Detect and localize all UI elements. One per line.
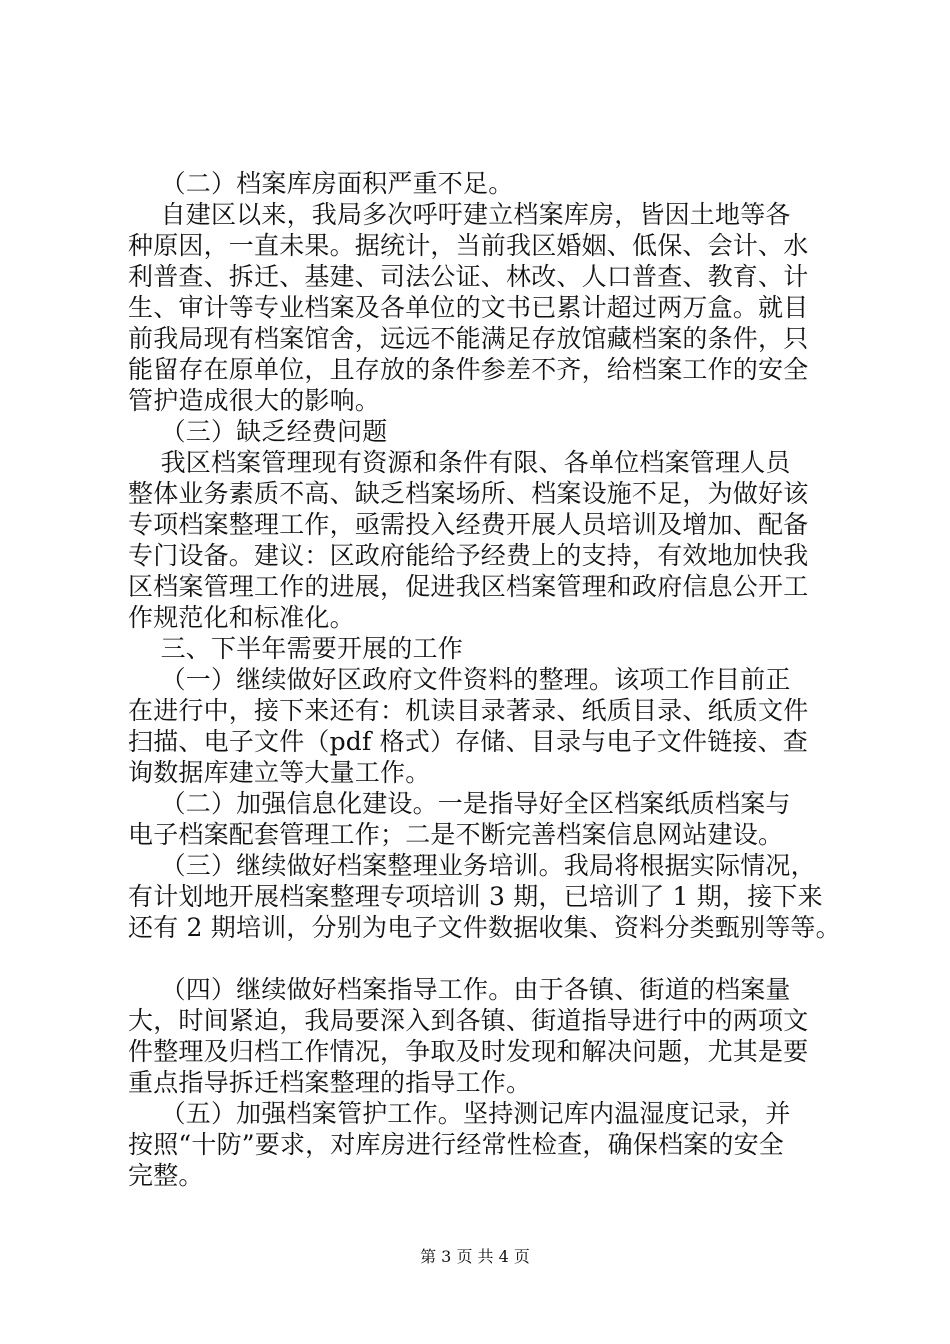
paragraph-line: 前我局现有档案馆舍，远远不能满足存放馆藏档案的条件，只 xyxy=(128,324,809,353)
section-heading: （三）缺乏经费问题 xyxy=(128,417,388,446)
paragraph-line: （三）继续做好档案整理业务培训。我局将根据实际情况， xyxy=(128,851,816,880)
paragraph-line: 生、审计等专业档案及各单位的文书已累计超过两万盒。就目 xyxy=(128,293,809,322)
paragraph-line: 作规范化和标准化。 xyxy=(128,603,355,632)
section-heading: 三、下半年需要开展的工作 xyxy=(128,634,463,663)
paragraph-line: 还有 2 期培训，分别为电子文件数据收集、资料分类甄别等等。 xyxy=(128,913,841,942)
paragraph-line: （一）继续做好区政府文件资料的整理。该项工作目前正 xyxy=(128,665,791,694)
paragraph-line: 电子档案配套管理工作；二是不断完善档案信息网站建设。 xyxy=(128,820,784,849)
document-body xyxy=(128,168,841,1191)
paragraph-line: 我区档案管理现有资源和条件有限、各单位档案管理人员 xyxy=(128,448,791,477)
paragraph-line: 种原因，一直未果。据统计，当前我区婚姻、低保、会计、水 xyxy=(128,231,809,260)
paragraph-line: 能留存在原单位，且存放的条件参差不齐，给档案工作的安全 xyxy=(128,355,809,384)
paragraph-line: 整体业务素质不高、缺乏档案场所、档案设施不足，为做好该 xyxy=(128,479,809,508)
paragraph-line: 大，时间紧迫，我局要深入到各镇、街道指导进行中的两项文 xyxy=(128,1006,809,1035)
paragraph-line: 扫描、电子文件（pdf 格式）存储、目录与电子文件链接、查 xyxy=(128,727,809,756)
paragraph-line: 完整。 xyxy=(128,1161,204,1190)
paragraph-line: （四）继续做好档案指导工作。由于各镇、街道的档案量 xyxy=(128,975,791,1004)
paragraph-line: 专门设备。建议：区政府能给予经费上的支持，有效地加快我 xyxy=(128,541,809,570)
paragraph-line: 专项档案整理工作，亟需投入经费开展人员培训及增加、配备 xyxy=(128,510,809,539)
section-heading: （二）档案库房面积严重不足。 xyxy=(128,169,514,198)
paragraph-line: 询数据库建立等大量工作。 xyxy=(128,758,431,787)
page-number-footer: 第 3 页 共 4 页 xyxy=(420,1247,530,1266)
paragraph-line: 自建区以来，我局多次呼吁建立档案库房，皆因土地等各 xyxy=(128,200,791,229)
paragraph-line: 在进行中，接下来还有：机读目录著录、纸质目录、纸质文件 xyxy=(128,696,809,725)
paragraph-line: 区档案管理工作的进展，促进我区档案管理和政府信息公开工 xyxy=(128,572,809,601)
paragraph-line: 按照“十防”要求，对库房进行经常性检查，确保档案的安全 xyxy=(128,1130,784,1159)
paragraph-line: 管护造成很大的影响。 xyxy=(128,386,381,415)
paragraph-line: 利普查、拆迁、基建、司法公证、林改、人口普查、教育、计 xyxy=(128,262,809,291)
blank-line xyxy=(128,943,828,974)
paragraph-line: 件整理及归档工作情况，争取及时发现和解决问题，尤其是要 xyxy=(128,1037,809,1066)
paragraph-line: 重点指导拆迁档案整理的指导工作。 xyxy=(128,1068,532,1097)
paragraph-line: （五）加强档案管护工作。坚持测记库内温湿度记录，并 xyxy=(128,1099,791,1128)
paragraph-line: 有计划地开展档案整理专项培训 3 期，已培训了 1 期，接下来 xyxy=(128,882,823,911)
paragraph-line: （二）加强信息化建设。一是指导好全区档案纸质档案与 xyxy=(128,789,791,818)
